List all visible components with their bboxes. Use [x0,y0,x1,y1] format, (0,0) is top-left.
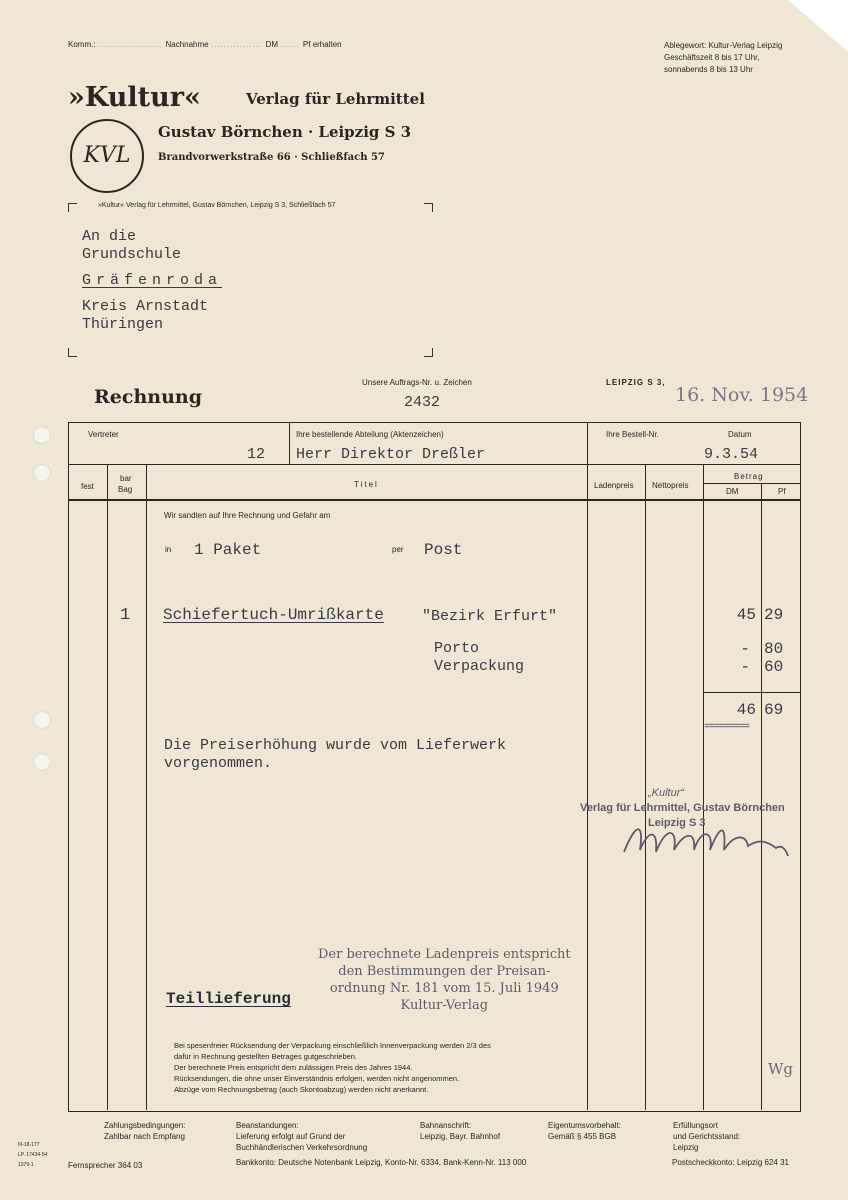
bank-account: Bankkonto: Deutsche Notenbank Leipzig, Konto-Nr. 6334, Bank-Kenn-Nr. 113 000 [236,1158,527,1167]
initials: Wg [768,1060,794,1078]
punch-hole [33,464,51,482]
col-vertreter: Vertreter [88,430,119,439]
price-stamp: Der berechnete Ladenpreis entspricht den Bestimmungen der Preisan- ordnung Nr. 181 vom 15. Juli 1949 Kultur-Verlag [318,947,571,1013]
footer-bahn: Bahnanschrift: Leipzig, Bayr. Bahnhof [420,1121,501,1141]
col-titel: Titel [354,480,379,489]
company-owner: Gustav Börnchen · Leipzig S 3 [158,123,412,141]
per-label: per [392,545,404,554]
punch-hole [33,753,51,771]
phone-number: Fernsprecher 364 03 [68,1161,143,1170]
porto-label: Porto [434,640,480,657]
recipient-address: An die Grundschule Gräfenroda Kreis Arnstadt Thüringen [82,228,223,333]
price-increase-note: Die Preiserhöhung wurde vom Lieferwerk vorgenommen. [164,737,507,772]
print-codes: III-18-177 LP. 17434-54 1379-1 [18,1142,48,1168]
dm-label: DM [265,40,279,49]
item-quantity: 1 [120,606,131,625]
abteilung-value: Herr Direktor Dreßler [296,446,486,463]
invoice-title: Rechnung [94,386,202,408]
recipient-city: Gräfenroda [82,272,223,289]
item-title: Schiefertuch-Umrißkarte [163,606,384,624]
footer-zahlung: Zahlungsbedingungen: Zahlbar nach Empfang [104,1121,186,1141]
item-subtitle: "Bezirk Erfurt" [422,608,558,625]
col-fest: fest [81,482,94,491]
address-window-corner [424,348,433,357]
payment-header-line: Komm.: .................... Nachnahme ................ DM ...... Pf erhalten [68,40,342,49]
col-pf: Pf [778,487,786,496]
footer-erfuellung: Erfüllungsort und Gerichtsstand: Leipzig [673,1121,741,1152]
company-logo: KVL [70,119,144,193]
city-label: LEIPZIG S 3, [606,378,666,387]
total-pf: 69 [764,701,784,719]
footer-beanstandungen: Beanstandungen: Lieferung erfolgt auf Grund der Buchhändlerischen Verkehrsordnung [236,1121,368,1152]
partial-delivery: Teillieferung [166,990,291,1008]
komm-label: Komm.: [68,40,96,49]
col-abteilung: Ihre bestellende Abteilung (Aktenzeichen) [296,430,444,439]
col-bar: bar [120,474,132,483]
amount-pf: 60 [764,658,784,676]
col-dm: DM [726,487,739,496]
punch-hole [33,711,51,729]
total-dm: 46 [736,701,756,719]
torn-corner [780,0,848,60]
company-subtitle: Verlag für Lehrmittel [246,90,425,108]
terms-text: Bei spesenfreier Rücksendung der Verpackung einschließlich Innenverpackung werden 2/3 des dafür in Rechnung gestellten Betrages gutgeschrieben. Der berechnete Preis entspricht dem zulässigen Preis des Jahres 1944. Rücksendungen, die ohne unser Einverständnis erfolgen, werden nicht angenommen. Abzüge vom Rechnungsbetrag (auch Skontoabzug) werden nicht anerkannt. [174,1041,491,1094]
signature [618,812,790,864]
verpackung-label: Verpackung [434,658,525,675]
company-stamp: „Kultur“ Verlag für Lehrmittel, Gustav Börnchen Leipzig S 3 [580,787,785,829]
per-value: Post [424,541,463,559]
col-betrag: Betrag [734,472,764,481]
col-bestell: Ihre Bestell-Nr. [606,430,659,439]
in-label: in [165,545,172,554]
amount-dm: - [740,640,750,658]
date-stamp: 16. Nov. 1954 [675,384,809,406]
col-bag: Bag [118,485,133,494]
datum-value: 9.3.54 [704,446,759,463]
package-value: 1 Paket [194,541,262,559]
address-window-corner [424,203,433,212]
punch-hole [33,426,51,444]
postal-account: Postscheckkonto: Leipzig 624 31 [672,1158,789,1167]
pf-label: Pf erhalten [302,40,342,49]
amount-pf: 29 [764,606,784,624]
amount-dm: - [740,658,750,676]
footer-eigentum: Eigentumsvorbehalt: Gemäß § 455 BGB [548,1121,621,1141]
order-number: 2432 [404,394,441,411]
order-number-label: Unsere Auftrags-Nr. u. Zeichen [362,378,472,387]
amount-pf: 80 [764,640,784,658]
address-window-corner [68,348,77,357]
company-title: »Kultur« [68,82,201,113]
col-nettopreis: Nettopreis [652,481,689,490]
vertreter-value: 12 [247,446,266,463]
nachnahme-label: Nachnahme [165,40,209,49]
amount-dm: 45 [736,606,756,624]
sent-text: Wir sandten auf Ihre Rechnung und Gefahr am [164,511,331,520]
address-window-corner [68,203,77,212]
sender-line: »Kultur« Verlag für Lehrmittel, Gustav Börnchen, Leipzig S 3, Schließfach 57 [98,202,336,209]
company-address: Brandvorwerkstraße 66 · Schließfach 57 [158,152,385,163]
total-underline: ========= [704,722,750,733]
col-ladenpreis: Ladenpreis [594,481,634,490]
col-datum: Datum [728,430,752,439]
business-hours: Ablegewort: Kultur-Verlag Leipzig Geschäftszeit 8 bis 17 Uhr, sonnabends 8 bis 13 Uhr [664,41,783,74]
